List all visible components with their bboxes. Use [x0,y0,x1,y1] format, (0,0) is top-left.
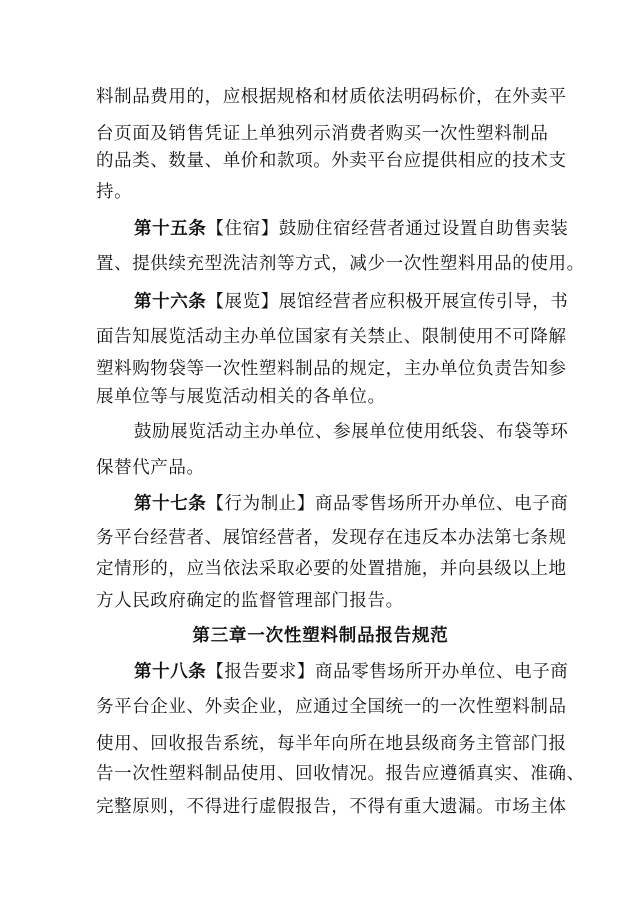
line-text: 持。 [96,182,133,202]
line-text: 面告知展览活动主办单位国家有关禁止、限制使用不可降解 [96,327,567,347]
line-text: 展单位等与展览活动相关的各单位。 [96,387,386,407]
body-line [0,358,641,380]
body-line [0,326,641,348]
line-text: 台页面及销售凭证上单独列示消费者购买一次性塑料制品 [96,124,549,144]
article-number: 第十八条 [134,662,207,682]
line-text: 完整原则，不得进行虚假报告，不得有重大遗漏。市场主体 [96,797,567,817]
article-18-line [0,661,641,683]
body-line [0,421,641,443]
article-number: 第十七条 [134,494,207,514]
article-15-line [0,218,641,240]
line-text: 定情形的，应当依法采取必要的处置措施，并向县级以上地 [96,559,567,579]
article-number: 第十五条 [134,219,207,239]
article-16-line [0,291,641,313]
line-text: 使用、回收报告系统，每半年向所在地县级商务主管部门报 [96,734,567,754]
line-text: 的品类、数量、单价和款项。外卖平台应提供相应的技术支 [96,151,567,171]
body-line [0,763,641,785]
line-text: 塑料购物袋等一次性塑料制品的规定，主办单位负责告知参 [96,359,567,379]
line-text: 鼓励展览活动主办单位、参展单位使用纸袋、布袋等环 [134,422,569,442]
body-line [0,150,641,172]
chapter-heading: 第三章一次性塑料制品报告规范 [192,626,449,646]
body-line [0,253,641,275]
body-line [0,590,641,612]
body-line [0,558,641,580]
line-text: 料制品费用的，应根据规格和材质依法明码标价，在外卖平 [96,87,567,107]
line-text: 务平台经营者、展馆经营者，发现存在违反本办法第七条规 [96,528,567,548]
line-text: 【行为制止】商品零售场所开办单位、电子商 [206,494,569,514]
body-line [0,527,641,549]
line-text: 【住宿】鼓励住宿经营者通过设置自助售卖装 [206,219,569,239]
line-text: 方人民政府确定的监督管理部门报告。 [96,591,404,611]
body-line [0,181,641,203]
body-line [0,386,641,408]
article-number: 第十六条 [134,292,207,312]
body-line [0,696,641,718]
body-line [0,86,641,108]
body-line [0,733,641,755]
line-text: 置、提供续充型洗洁剂等方式，减少一次性塑料用品的使用。 [96,254,585,274]
article-17-line [0,493,641,515]
line-text: 告一次性塑料制品使用、回收情况。报告应遵循真实、准确、 [96,764,585,784]
body-line [0,796,641,818]
line-text: 【报告要求】商品零售场所开办单位、电子商 [206,662,569,682]
body-line [0,457,641,479]
body-line [0,123,641,145]
line-text: 务平台企业、外卖企业，应通过全国统一的一次性塑料制品 [96,697,567,717]
line-text: 保替代产品。 [96,458,205,478]
line-text: 【展览】展馆经营者应积极开展宣传引导，书 [206,292,569,312]
